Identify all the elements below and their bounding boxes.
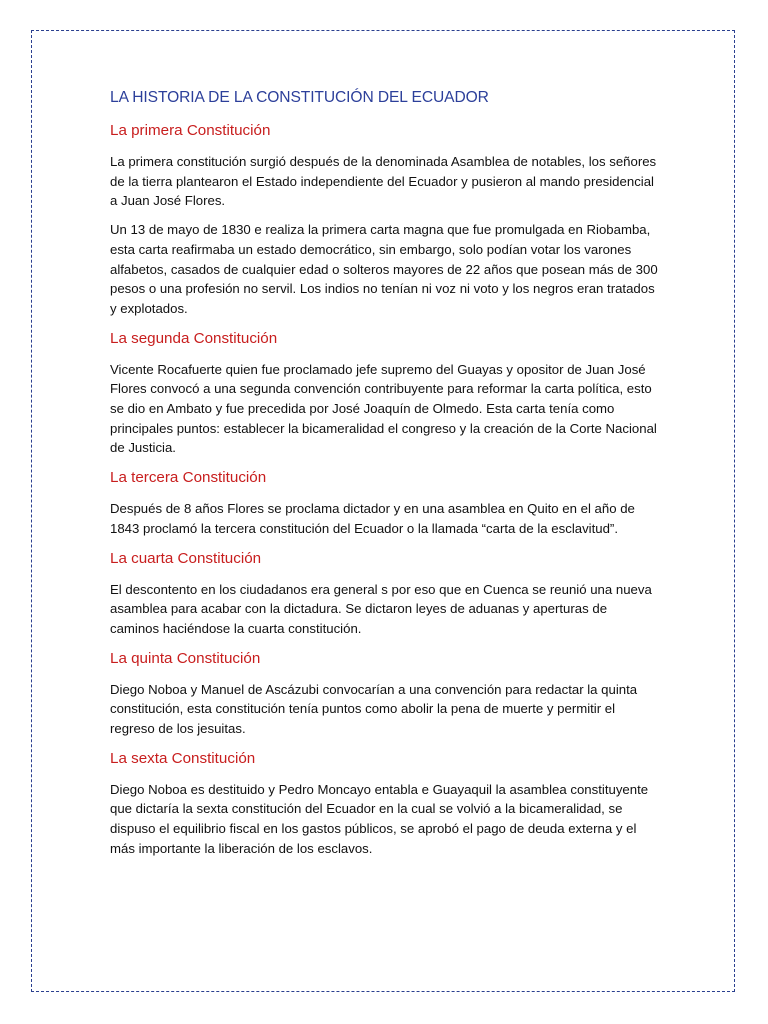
section-tercera [110,467,658,538]
paragraph: Un 13 de mayo de 1830 e realiza la primera carta magna que fue promulgada en Riobamba, esta carta reafirmaba un estado democrático, sin embargo, solo podían votar los varones alfabetos, casados de cualquier edad o solteros mayores de 22 años que posean más de 300 pesos o una profesión no servil. Los indios no tenían ni voz ni voto y los negros eran tratados y explotados. [110,222,658,316]
section-heading: La sexta Constitución [110,749,256,767]
paragraph: Después de 8 años Flores se proclama dictador y en una asamblea en Quito en el año de 1843 proclamó la tercera constitución del Ecuador o la llamada “carta de la esclavitud”. [110,501,635,536]
paragraph: Vicente Rocafuerte quien fue proclamado jefe supremo del Guayas y opositor de Juan José Flores convocó a una segunda convención contribuyente para reformar la carta política, esto se dio en Ambato y fue precedida por José Joaquín de Olmedo. Esta carta tenía como principales puntos: establecer la bicameralidad el congreso y la creación de la Corte Nacional de Justicia. [110,361,657,456]
section-primera [110,120,658,319]
section-segunda [110,328,658,459]
section-sexta [110,748,658,859]
paragraph: El descontento en los ciudadanos era general s por eso que en Cuenca se reunió una nueva asamblea para acabar con la dictadura. Se dictaron leyes de aduanas y aperturas de caminos haciéndose la cuarta constitución. [110,581,652,636]
section-heading: La cuarta Constitución [110,549,262,567]
paragraph: Diego Noboa y Manuel de Ascázubi convocarían a una convención para redactar la quinta constitución, esta constitución tenía puntos como abolir la pena de muerte y permitir el regreso de los jesuitas. [110,681,638,737]
section-heading: La primera Constitución [110,122,271,139]
section-heading: La quinta Constitución [110,649,261,667]
section-heading: La tercera Constitución [110,469,267,487]
paragraph: La primera constitución surgió después de la denominada Asamblea de notables, los señores de la tierra plantearon el Estado independiente del Ecuador y pusieron al mando presidencial a Juan José Flores. [110,154,657,209]
section-heading: La segunda Constitución [110,329,278,347]
document-title: LA HISTORIA DE LA CONSTITUCIÓN DEL ECUADOR [110,89,489,106]
section-quinta [110,648,658,739]
paragraph: Diego Noboa es destituido y Pedro Moncayo entabla e Guayaquil la asamblea constituyente que dictaría la sexta constitución del Ecuador en la cual se volvió a la bicameralidad, se dispuso el equilibrio fiscal en los gastos públicos, se aprobó el pago de deuda externa y el más importante la liberación de los esclavos. [110,781,649,856]
document-content [110,88,658,868]
section-cuarta [110,548,658,639]
